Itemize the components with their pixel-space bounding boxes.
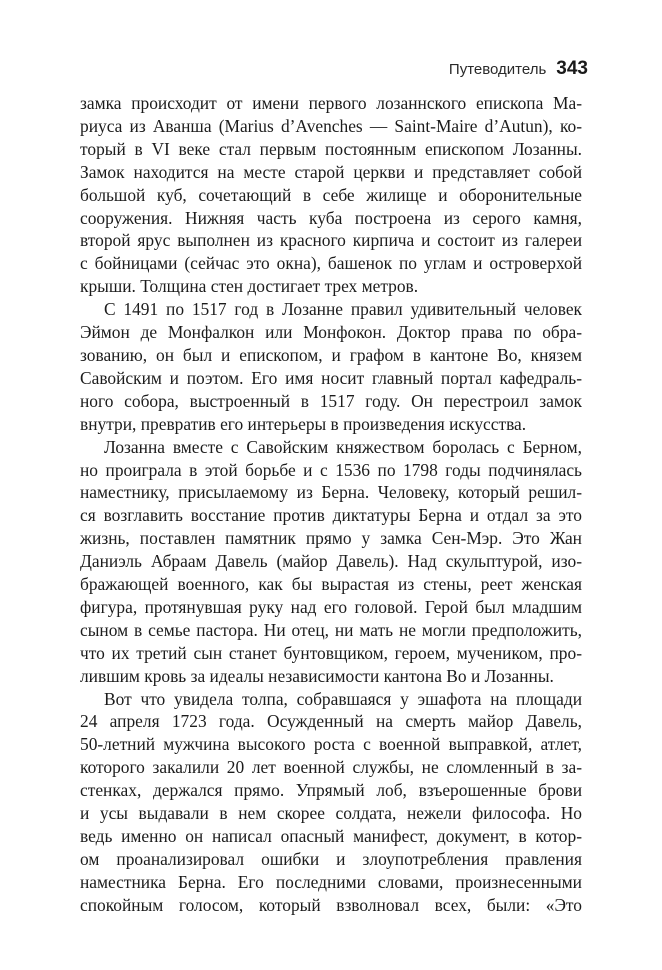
text-line: лившим кровь за идеалы независимости кантона Во и Лозанны.: [80, 665, 554, 686]
text-line: ом проанализировал ошибки и злоупотребления правления: [80, 848, 582, 869]
text-line: риуса из Аванша (Marius d’Avenches — Saint-Maire d’Autun), ко-: [80, 115, 582, 136]
text-line: но проиграла в этой борьбе и с 1536 по 1798 годы подчинялась: [80, 459, 582, 480]
text-line: сыном в семье пастора. Ни отец, ни мать не могли предположить,: [80, 619, 582, 640]
text-line: фигура, протянувшая руку над его головой. Герой был младшим: [80, 596, 582, 617]
text-line: Замок находится на месте старой церкви и представляет собой: [80, 161, 582, 182]
text-line: стенках, держался прямо. Упрямый лоб, взъерошенные брови: [80, 780, 582, 801]
text-line: замка происходит от имени первого лозаннского епископа Ма-: [80, 93, 582, 113]
text-line: 24 апреля 1723 года. Осужденный на смерть майор Давель,: [80, 711, 582, 732]
paragraph-execution: [80, 688, 582, 917]
text-line: второй ярус выполнен из красного кирпича и состоит из галереи: [80, 230, 582, 251]
text-line: Вот что увидела толпа, собравшаяся у эшафота на площади: [104, 688, 582, 709]
text-line: Даниэль Абраам Давель (майор Давель). Над скульптурой, изо-: [80, 551, 582, 572]
text-line: крыши. Толщина стен достигает трех метров.: [80, 276, 419, 297]
paragraph-davel-monument: [80, 436, 582, 688]
text-line: ведь именно он написал опасный манифест, документ, в котор-: [80, 826, 582, 846]
text-line: Савойским и поэтом. Его имя носит главный портал кафедраль-: [80, 367, 582, 388]
text-line: и усы выдавали в нем скорее солдата, нежели философа. Но: [80, 803, 582, 824]
text-line: ся возглавить восстание против диктатуры Берна и отдал за это: [80, 505, 582, 526]
text-line: Лозанна вместе с Савойским княжеством боролась с Берном,: [104, 436, 582, 457]
text-line: сооружения. Нижняя часть куба построена из серого камня,: [80, 207, 582, 228]
paragraph-monfalcon: [80, 298, 582, 435]
text-line: Эймон де Монфалкон или Монфокон. Доктор права по обра-: [80, 322, 582, 343]
text-line: большой куб, сочетающий в себе жилище и оборонительные: [80, 184, 582, 205]
text-line: внутри, превратив его интерьеры в произведения искусства.: [80, 413, 527, 434]
running-header-section: Путеводитель: [448, 61, 547, 78]
text-line: что их третий сын станет бунтовщиком, героем, мучеником, про-: [80, 642, 582, 663]
text-line: торый в VI веке стал первым постоянным епископом Лозанны.: [80, 138, 582, 159]
page-number: 343: [556, 58, 588, 79]
text-line: бражающей военного, как бы вырастая из стены, реет женская: [80, 574, 582, 595]
text-line: зованию, он был и епископом, и графом в кантоне Во, князем: [80, 344, 582, 365]
text-line: 50-летний мужчина высокого роста с военной выправкой, атлет,: [80, 734, 582, 755]
text-line: жизнь, поставлен памятник прямо у замка Сен-Мэр. Это Жан: [80, 528, 582, 549]
body-text: [80, 92, 582, 917]
text-line: ного собора, выстроенный в 1517 году. Он перестроил замок: [80, 390, 582, 411]
text-line: которого закалили 20 лет военной службы, не сломленный в за-: [80, 757, 582, 778]
text-line: спокойным голосом, который взволновал всех, были: «Это: [80, 894, 582, 915]
text-line: наместника Берна. Его последними словами, произнесенными: [80, 871, 582, 892]
text-line: наместнику, присылаемому из Берна. Человеку, который решил-: [80, 482, 582, 503]
paragraph-castle-description: [80, 92, 582, 298]
text-line: с бойницами (сейчас это окна), башенок по углам и островерхой: [80, 253, 582, 274]
text-line: С 1491 по 1517 год в Лозанне правил удивительный человек: [104, 299, 582, 320]
running-header: [449, 58, 588, 80]
